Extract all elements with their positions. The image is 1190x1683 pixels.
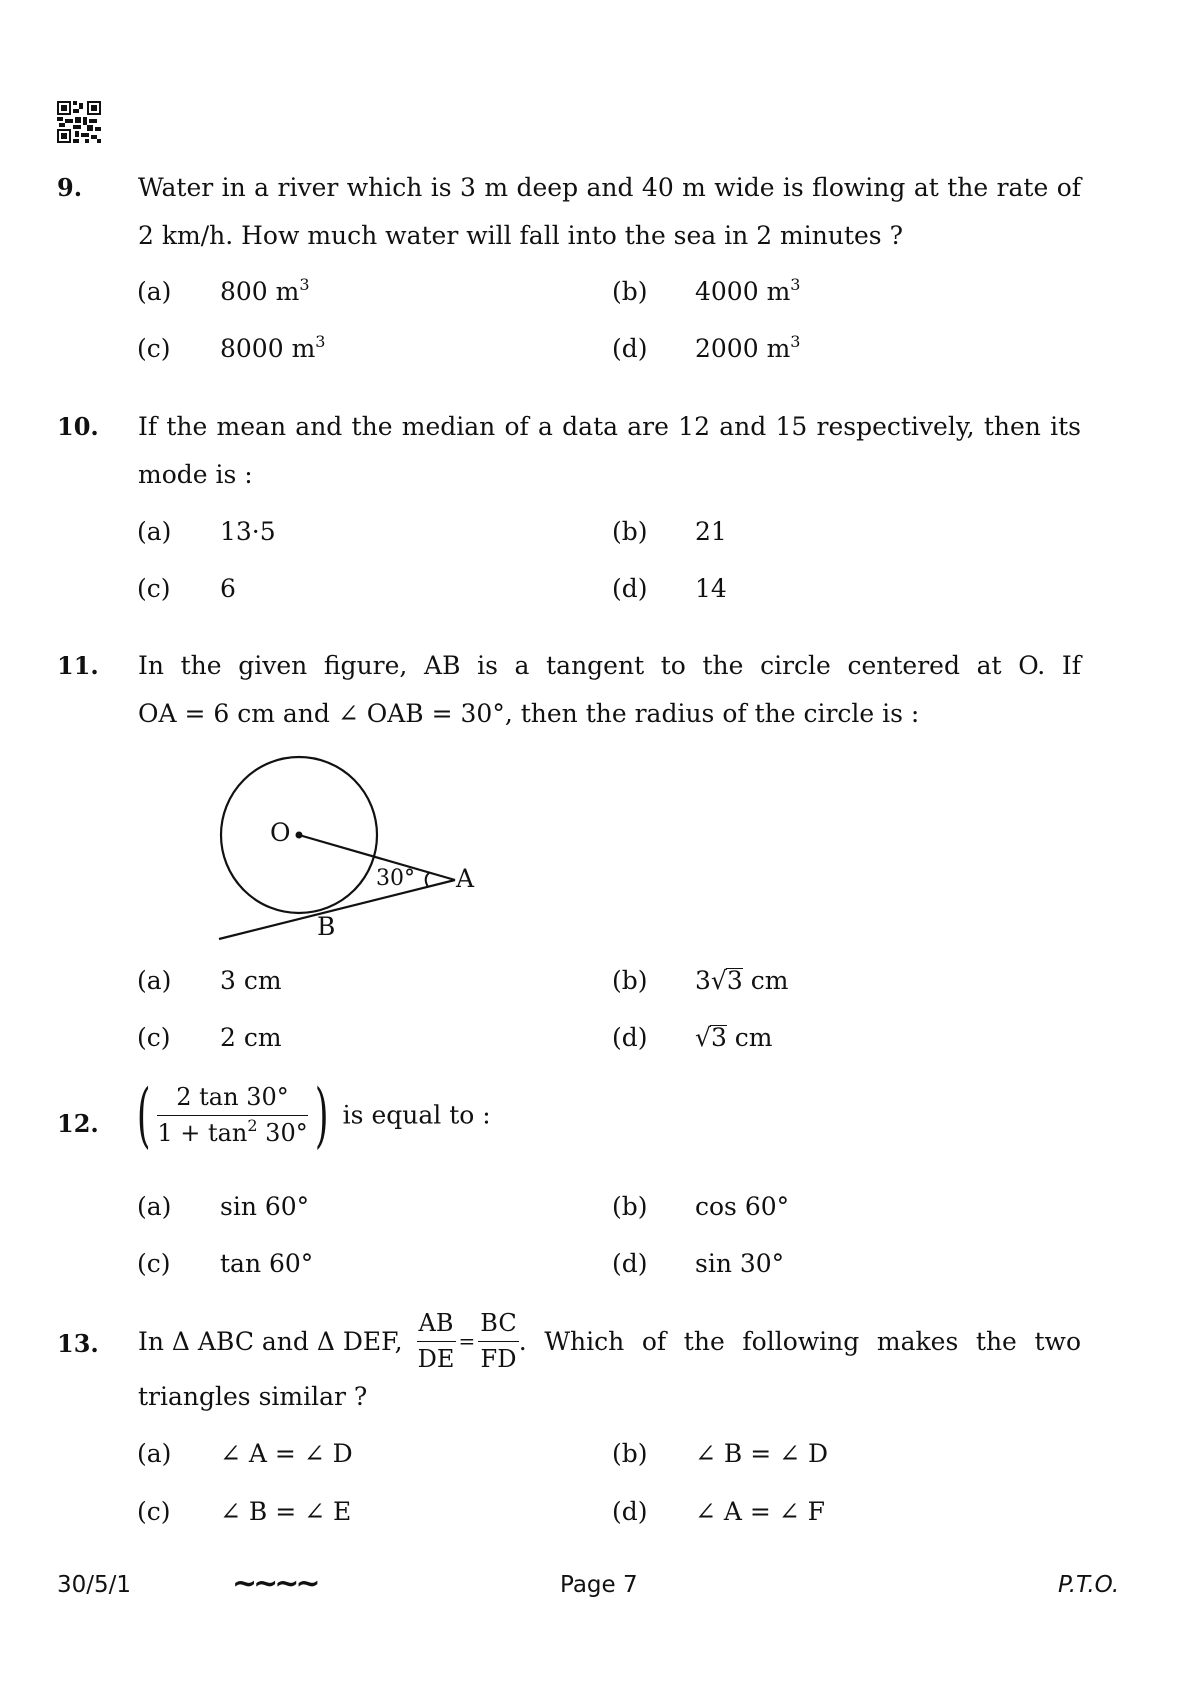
option-label: (d) bbox=[612, 334, 648, 363]
option-label: (b) bbox=[612, 1439, 648, 1468]
option-value: 6 bbox=[220, 574, 236, 603]
option-label: (a) bbox=[137, 966, 172, 995]
page-number: Page 7 bbox=[560, 1572, 638, 1598]
left-paren: ( bbox=[136, 1074, 151, 1156]
qr-code-icon bbox=[57, 101, 101, 143]
option-value: 14 bbox=[695, 574, 727, 603]
question-text: Water in a river which is 3 m deep and 40 m wide is flowing at the rate of bbox=[138, 173, 1081, 202]
option-label: (d) bbox=[612, 1023, 648, 1052]
option-value: tan 60° bbox=[220, 1249, 314, 1278]
question-text-line bbox=[138, 1306, 1081, 1376]
pto-label: P.T.O. bbox=[1058, 1572, 1120, 1598]
option-value: sin 60° bbox=[220, 1192, 310, 1221]
question-text: mode is : bbox=[138, 460, 253, 489]
option-value: 800 $m^3$ bbox=[220, 275, 310, 306]
option-value: 4000 $m^3$ bbox=[695, 275, 801, 306]
fraction-ab-de: $\frac{AB}{DE}$ bbox=[417, 1306, 456, 1376]
question-number: 13. bbox=[57, 1329, 99, 1358]
option-label: (a) bbox=[137, 517, 172, 546]
option-label: (c) bbox=[137, 1249, 171, 1278]
wave-ornament-icon: ∼∼∼∼ bbox=[232, 1566, 317, 1601]
question-number: 9. bbox=[57, 173, 83, 202]
option-value: 8000 $m^3$ bbox=[220, 332, 326, 363]
question-text: 2 km/h. How much water will fall into the sea in 2 minutes ? bbox=[138, 221, 903, 250]
option-value: 2 cm bbox=[220, 1023, 282, 1052]
question-number: 11. bbox=[57, 651, 99, 680]
option-label: (d) bbox=[612, 1249, 648, 1278]
option-value: 3√3 cm bbox=[695, 966, 789, 995]
option-label: (a) bbox=[137, 1192, 172, 1221]
question-text: OA = 6 cm and ∠ OAB = 30°, then the radius of the circle is : bbox=[138, 699, 920, 728]
option-value: ∠ B = ∠ E bbox=[220, 1497, 352, 1526]
option-label: (a) bbox=[137, 277, 172, 306]
sqrt-icon: √ bbox=[695, 1023, 711, 1052]
circle-diagram bbox=[210, 748, 510, 948]
option-label: (d) bbox=[612, 1497, 648, 1526]
option-label: (b) bbox=[612, 517, 648, 546]
option-label: (c) bbox=[137, 1497, 171, 1526]
option-label: (c) bbox=[137, 1023, 171, 1052]
option-label: (b) bbox=[612, 277, 648, 306]
label-b: B bbox=[317, 912, 336, 941]
option-value: cos 60° bbox=[695, 1192, 790, 1221]
sqrt-icon: √ bbox=[710, 966, 727, 995]
label-o: O bbox=[270, 818, 291, 847]
option-label: (b) bbox=[612, 1192, 648, 1221]
angle-label: 30° bbox=[376, 866, 415, 891]
question-text: triangles similar ? bbox=[138, 1382, 368, 1411]
question-text: If the mean and the median of a data are 12 and 15 respectively, then its bbox=[138, 412, 1081, 441]
option-value: 3 cm bbox=[220, 966, 282, 995]
option-value: 13·5 bbox=[220, 517, 276, 546]
fraction: $\frac{2 \tan 30^\circ}{1 + \tan^2 30^\circ}$ bbox=[157, 1080, 307, 1150]
question-text: . Which of the following makes the two bbox=[518, 1326, 1081, 1356]
option-value: √3 cm bbox=[695, 1023, 773, 1052]
option-label: (c) bbox=[137, 334, 171, 363]
option-label: (c) bbox=[137, 574, 171, 603]
right-paren: ) bbox=[314, 1074, 329, 1156]
equals-sign: = bbox=[458, 1329, 476, 1353]
option-value: 21 bbox=[695, 517, 727, 546]
question-text: In the given figure, AB is a tangent to the circle centered at O. If bbox=[138, 651, 1081, 680]
question-number: 12. bbox=[57, 1109, 99, 1138]
label-a: A bbox=[456, 864, 475, 893]
option-value: ∠ A = ∠ D bbox=[220, 1439, 353, 1468]
option-label: (a) bbox=[137, 1439, 172, 1468]
option-value: ∠ A = ∠ F bbox=[695, 1497, 826, 1526]
tangent-circle-figure bbox=[210, 748, 510, 948]
paper-code: 30/5/1 bbox=[57, 1572, 132, 1598]
fraction-bc-fd: $\frac{BC}{FD}$ bbox=[478, 1306, 518, 1376]
option-value: 2000 $m^3$ bbox=[695, 332, 801, 363]
option-label: (b) bbox=[612, 966, 648, 995]
question-number: 10. bbox=[57, 412, 99, 441]
option-label: (d) bbox=[612, 574, 648, 603]
option-value: ∠ B = ∠ D bbox=[695, 1439, 829, 1468]
question-text: In Δ ABC and Δ DEF, bbox=[138, 1326, 403, 1356]
question-expression bbox=[130, 1074, 491, 1156]
question-text: is equal to : bbox=[342, 1100, 491, 1130]
option-value: sin 30° bbox=[695, 1249, 785, 1278]
